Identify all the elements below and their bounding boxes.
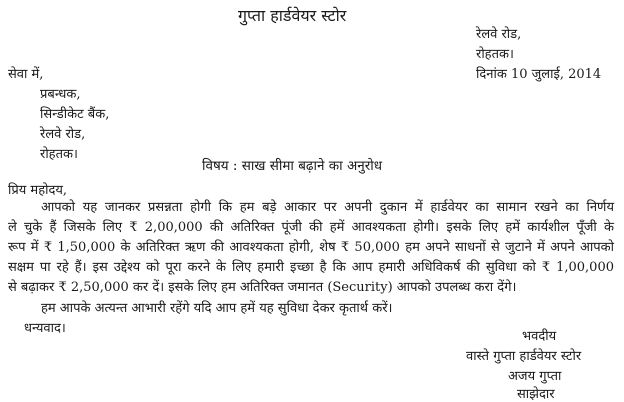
letter-date: दिनांक 10 जुलाई, 2014 bbox=[476, 67, 602, 82]
sender-address-line-2: रोहतक। bbox=[476, 47, 514, 62]
sender-address-line-1: रेलवे रोड, bbox=[476, 27, 522, 42]
recipient-line-4: रोहतक। bbox=[40, 147, 78, 162]
recipient-line-3: रेलवे रोड, bbox=[40, 127, 86, 142]
paragraph-line: सक्षम पा रहे हैं। इस उद्देश्य को पूरा करने के लिए हमारी इच्छा है कि आप हमारी अधिविकर्ष की सुविधा को ₹ 1,00,000 bbox=[8, 260, 614, 275]
signatory-designation: साझेदार bbox=[517, 387, 555, 402]
closing-word: भवदीय bbox=[522, 329, 557, 344]
recipient-line-2: सिन्डीकेट बैंक, bbox=[40, 107, 110, 122]
letter-heading: गुप्ता हार्डवेयर स्टोर bbox=[238, 6, 347, 25]
recipient-to: सेवा में, bbox=[8, 67, 44, 82]
body-paragraph-1 bbox=[8, 198, 614, 298]
paragraph-line: रूप में ₹ 1,50,000 के अतिरिक्त ऋण की आवश्यकता होगी, शेष ₹ 50,000 हम अपने साधनों से जुटाने में अपने आपको bbox=[8, 240, 614, 255]
thanks-line: धन्यवाद। bbox=[24, 321, 66, 336]
subject-line: विषय : साख सीमा बढ़ाने का अनुरोध bbox=[202, 158, 383, 174]
firm-name: वास्ते गुप्ता हार्डवेयर स्टोर bbox=[466, 349, 582, 364]
body-paragraph-2: हम आपके अत्यन्त आभारी रहेंगे यदि आप हमें यह सुविधा देकर कृतार्थ करें। bbox=[41, 301, 393, 316]
paragraph-line: से बढ़ाकर ₹ 2,50,000 कर दें। इसके लिए हम अतिरिक्त जमानत (Security) आपको उपलब्ध करा देंगे। bbox=[8, 280, 517, 295]
recipient-line-1: प्रबन्धक, bbox=[40, 87, 81, 102]
paragraph-line: आपको यह जानकर प्रसन्नता होगी कि हम बड़े आकार पर अपनी दुकान में हार्डवेयर का सामान रखने का निर्णय bbox=[41, 200, 614, 215]
greeting: प्रिय महोदय, bbox=[8, 183, 68, 198]
signatory-name: अजय गुप्ता bbox=[508, 369, 562, 384]
paragraph-line: ले चुके हैं जिसके लिए ₹ 2,00,000 की अतिरिक्त पूंजी की हमें आवश्यकता होगी। इसके लिए हमें कार्यशील पूँजी के bbox=[8, 220, 614, 235]
